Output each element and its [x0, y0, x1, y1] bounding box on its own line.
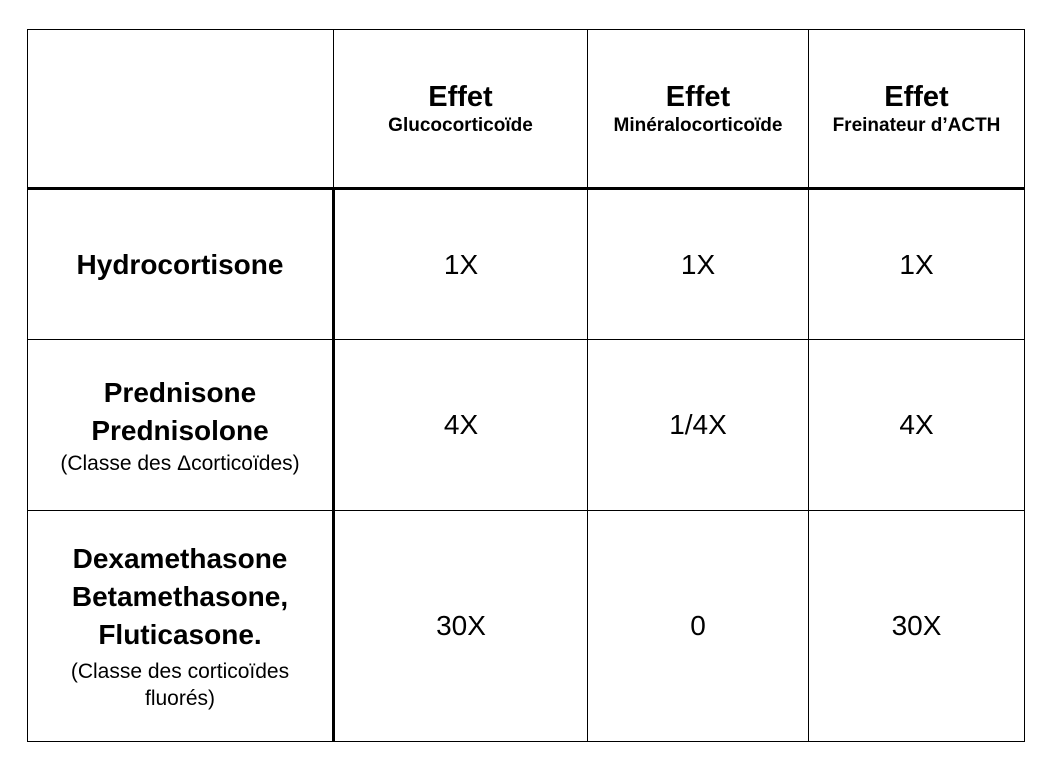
value-text: 30X: [436, 610, 486, 641]
header-subtitle: Glucocorticoïde: [388, 114, 533, 136]
drug-name: Prednisone: [103, 376, 257, 408]
value-text: 1X: [899, 248, 934, 280]
value-text: 1X: [680, 248, 716, 280]
header-subtitle: Freinateur d’ACTH: [832, 114, 1001, 136]
corticosteroid-comparison-table: [27, 29, 1025, 742]
value-text: 1/4X: [669, 409, 727, 440]
header-title: Effet: [884, 80, 949, 113]
value-cell: [809, 511, 1025, 742]
value-cell: [809, 340, 1025, 511]
value-text: 1X: [443, 248, 479, 280]
row-header-hydrocortisone: [28, 189, 334, 340]
header-subtitle: Minéralocorticoïde: [613, 114, 783, 136]
drug-name: Fluticasone.: [98, 619, 262, 650]
value-text: 4X: [443, 409, 479, 440]
header-title: Effet: [665, 80, 731, 113]
value-cell: [588, 189, 809, 340]
header-cell-acth: [809, 30, 1025, 189]
value-cell: [334, 340, 588, 511]
value-cell: [334, 189, 588, 340]
header-cell-glucocorticoid: [334, 30, 588, 189]
corner-cell: [28, 30, 334, 189]
value-cell: [588, 340, 809, 511]
header-cell-mineralocorticoid: [588, 30, 809, 189]
row-header-prednisone: [28, 340, 334, 511]
value-text: 30X: [891, 610, 942, 641]
row-header-dexamethasone: [28, 511, 334, 742]
drug-class-note: (Classe des corticoïdes fluorés): [70, 660, 290, 710]
table-row: [28, 340, 1025, 511]
drug-name: Prednisolone: [91, 414, 269, 446]
table-row: [28, 189, 1025, 340]
value-text: 4X: [899, 409, 934, 440]
drug-name: Betamethasone,: [71, 581, 289, 612]
drug-class-note: (Classe des Δcorticoïdes): [60, 451, 300, 475]
value-cell: [588, 511, 809, 742]
value-text: 0: [690, 610, 706, 641]
drug-name: Dexamethasone: [72, 543, 288, 574]
drug-name: Hydrocortisone: [76, 248, 284, 280]
header-row: [28, 30, 1025, 189]
table-row: [28, 511, 1025, 742]
value-cell: [334, 511, 588, 742]
value-cell: [809, 189, 1025, 340]
header-title: Effet: [428, 80, 493, 113]
